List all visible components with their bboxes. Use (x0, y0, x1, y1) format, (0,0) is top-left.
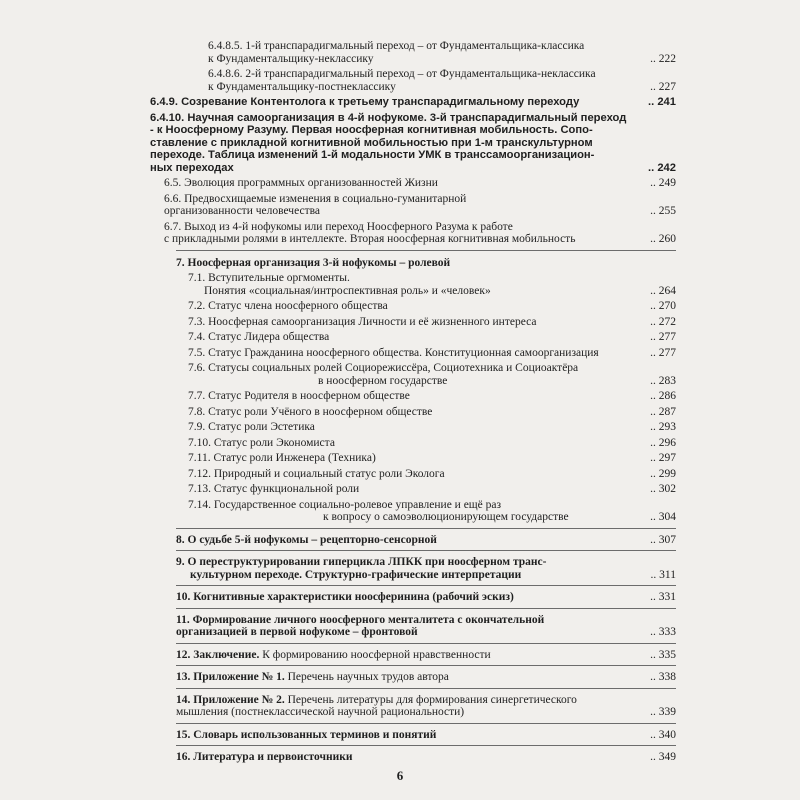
toc-entry-title (188, 347, 646, 360)
chapter-heading (150, 591, 676, 604)
toc-entry-title (188, 362, 646, 387)
chapter-title-text: 8. О судьбе 5-й нофукомы – рецепторно-сенсорной (176, 533, 437, 546)
toc-entry (150, 272, 676, 297)
toc-page-number: .. 249 (650, 177, 676, 189)
toc-page-number: .. 277 (650, 331, 676, 343)
chapter-title-text: 11. Формирование личного ноосферного менталитета с окончательной (176, 613, 545, 626)
toc-page-number: .. 286 (650, 390, 676, 402)
toc-entry-line: 7.2. Статус члена ноосферного общества (188, 300, 388, 312)
toc-page-number: .. 307 (650, 533, 676, 546)
chapter-title (176, 671, 646, 684)
toc-page-number: .. 277 (650, 346, 676, 359)
toc-page-number: .. 333 (650, 626, 676, 638)
toc-entry (150, 437, 676, 450)
toc-entry (150, 483, 676, 496)
toc-entry-line: 7.13. Статус функциональной роли (188, 483, 360, 495)
chapter-title-rest: Перечень литературы для формирования синергетического (284, 693, 577, 706)
toc-entry-line: 7.3. Ноосферная самоорганизация Личности и её жизненного интереса (188, 315, 537, 328)
toc-page-number: .. 339 (650, 706, 676, 718)
toc-entry-title (188, 452, 646, 465)
chapter-title (176, 591, 646, 604)
divider (176, 643, 676, 644)
chapter-title-text: культурном переходе. Структурно-графические интерпретации (190, 568, 522, 581)
toc-entry-title (188, 272, 646, 297)
toc-entry-title (188, 406, 646, 419)
toc-entry-title (188, 316, 646, 329)
divider (176, 528, 676, 529)
toc-entry-title (188, 421, 646, 434)
chapter-title (176, 556, 647, 581)
toc-entry-line: 7.4. Статус Лидера общества (188, 331, 330, 343)
toc-page-number: .. 287 (650, 405, 676, 418)
chapter-title-text: 9. О переструктурировании гиперцикла ЛПКК при ноосферном транс- (176, 556, 547, 568)
toc-entry-title (188, 468, 646, 481)
toc-page-number: .. 227 (650, 80, 676, 93)
chapter-title-text: 15. Словарь использованных терминов и понятий (176, 728, 437, 741)
toc-entry (150, 68, 676, 93)
toc-entry (150, 452, 676, 465)
toc-entry-title (164, 177, 646, 190)
toc-entry (150, 96, 676, 109)
toc-entry-line: 6.5. Эволюция программных организованностей Жизни (164, 177, 438, 189)
toc-page-number: .. 304 (650, 511, 676, 523)
toc-entry-line: - к Ноосферному Разуму. Первая ноосферная когнитивная мобильность. Сопо- (150, 124, 593, 136)
toc-page-number: .. 296 (650, 436, 676, 449)
toc-page-number: .. 293 (650, 421, 676, 433)
toc-entry (150, 193, 676, 218)
toc-entry-title (188, 300, 646, 313)
toc-entry-line: 6.4.8.6. 2-й транспарадигмальный переход – от Фундаментальщика-неклассика (208, 68, 596, 80)
toc-entry-line: 7.5. Статус Гражданина ноосферного общества. Конституционная самоорганизация (188, 346, 599, 359)
toc-page-number: .. 242 (648, 161, 676, 174)
divider (176, 608, 676, 609)
toc-entry-line: 7.7. Статус Родителя в ноосферном обществе (188, 390, 410, 402)
toc-entry-line: 7.11. Статус роли Инженера (Техника) (188, 452, 376, 464)
toc-page-number: .. 283 (650, 374, 676, 387)
chapter-title-text: 14. Приложение № 2. (176, 693, 285, 706)
toc-entry (150, 390, 676, 403)
chapter-heading (150, 729, 676, 742)
chapter-heading (150, 257, 676, 270)
toc-entry-line: 7.8. Статус роли Учёного в ноосферном обществе (188, 405, 433, 418)
chapter-title-text: 16. Литература и первоисточники (176, 751, 353, 763)
toc-page-number: .. 311 (650, 568, 676, 581)
toc-entry (150, 300, 676, 313)
toc-page-number: .. 302 (650, 483, 676, 495)
toc-entry (150, 331, 676, 344)
toc-entry-line: переходе. Таблица изменений 1-й модальности УМК в транссамоорганизацион- (150, 149, 595, 161)
toc-entry-line: 7.9. Статус роли Эстетика (188, 421, 315, 433)
toc-page-number: .. 264 (650, 284, 676, 297)
chapter-title (176, 534, 646, 547)
toc-entry-line: 6.6. Предвосхищаемые изменения в социально-гуманитарной (164, 192, 467, 205)
toc-page-number: .. 270 (650, 300, 676, 312)
toc-entry-line: к Фундаментальщику-постнеклассику (208, 80, 396, 93)
toc-page-number: .. 255 (650, 205, 676, 217)
chapter-heading (150, 556, 676, 581)
divider (176, 585, 676, 586)
chapter-title (176, 614, 646, 639)
toc-page-number: .. 297 (650, 452, 676, 464)
toc-entry (150, 421, 676, 434)
toc-entry-line: ных переходах (150, 161, 234, 174)
toc-page-number: .. 299 (650, 467, 676, 480)
divider (176, 723, 676, 724)
chapter-title-rest: Перечень научных трудов автора (284, 671, 449, 683)
toc-entry-title (208, 40, 646, 65)
chapter-heading (150, 534, 676, 547)
toc-page-number: .. 338 (650, 671, 676, 683)
toc-entry (150, 499, 676, 524)
chapter-heading (150, 614, 676, 639)
toc-entry-title (188, 331, 646, 344)
toc-entry (150, 112, 676, 175)
toc-entry-line: 7.6. Статусы социальных ролей Социорежиссёра, Социотехника и Социоактёра (188, 362, 579, 374)
toc-entry (150, 316, 676, 329)
toc-entry-line: с прикладными ролями в интеллекте. Вторая ноосферная когнитивная мобильность (164, 233, 576, 245)
chapter-heading (150, 694, 676, 719)
page-number: 6 (396, 768, 404, 783)
toc-entry (150, 177, 676, 190)
toc-entry-line: к Фундаментальщику-неклассику (208, 52, 374, 65)
chapter-title (176, 729, 646, 742)
chapter-title (176, 694, 646, 719)
toc-page-number: .. 241 (648, 96, 676, 108)
toc-entry-line: 7.10. Статус роли Экономиста (188, 436, 335, 449)
chapter-title (176, 257, 676, 270)
toc-entry (150, 40, 676, 65)
chapter-title-text: 10. Когнитивные характеристики ноосферинина (рабочий эскиз) (176, 591, 514, 603)
toc-entry-line: Понятия «социальная/интроспективная роль» и «человек» (204, 284, 491, 297)
toc-entry-line: 6.4.9. Созревание Контентолога к третьему транспарадигмальному переходу (150, 96, 580, 108)
divider (176, 250, 676, 251)
toc-entry-title (188, 390, 646, 403)
divider (176, 665, 676, 666)
chapter-title-rest: К формированию ноосферной нравственности (259, 648, 491, 661)
toc-entry-line: 6.7. Выход из 4-й нофукомы или переход Ноосферного Разума к работе (164, 220, 513, 233)
divider (176, 745, 676, 746)
chapter-heading (150, 649, 676, 662)
toc-page-number: .. 340 (650, 728, 676, 741)
toc-page-number: .. 335 (650, 648, 676, 661)
toc-entry-line: 6.4.8.5. 1-й транспарадигмальный переход – от Фундаментальщика-классика (208, 40, 585, 52)
toc-entry-title (150, 112, 644, 175)
chapter-title (176, 751, 646, 764)
toc-entry-line: ставление с прикладной когнитивной мобильностью при 1-м транскультурном (150, 136, 593, 149)
toc-page-number: .. 260 (650, 233, 676, 245)
toc-page-number: .. 349 (650, 751, 676, 763)
chapter-title (176, 649, 646, 662)
toc-entry-title (164, 193, 646, 218)
chapter-title-rest-2: мышления (постнеклассической научной рациональности) (176, 706, 465, 718)
toc-entry-title (188, 437, 646, 450)
chapter-heading (150, 671, 676, 684)
divider (176, 550, 676, 551)
toc-page-number: .. 222 (650, 52, 676, 65)
chapter-title-text: 7. Ноосферная организация 3-й нофукомы – ролевой (176, 256, 451, 269)
divider (176, 688, 676, 689)
toc-entry-title (188, 499, 646, 524)
toc-entry (150, 406, 676, 419)
toc-entry-line: 7.12. Природный и социальный статус роли Эколога (188, 467, 445, 480)
toc-entry (150, 347, 676, 360)
table-of-contents (150, 40, 676, 767)
toc-entry (150, 362, 676, 387)
toc-entry-title (188, 483, 646, 496)
toc-page-number: .. 272 (650, 315, 676, 328)
toc-entry (150, 468, 676, 481)
toc-entry-line: 7.14. Государственное социально-ролевое управление и ещё раз (188, 498, 502, 511)
toc-entry-line: организованности человечества (164, 205, 320, 217)
toc-entry-title (164, 221, 646, 246)
chapter-title-text: организацией в первой нофукоме – фронтовой (176, 626, 418, 638)
toc-entry-title (150, 96, 644, 109)
toc-entry-line: в ноосферном государстве (318, 374, 448, 387)
toc-entry (150, 221, 676, 246)
toc-entry-line: к вопросу о самоэволюционирующем государстве (323, 511, 569, 523)
toc-page-number: .. 331 (650, 591, 676, 603)
toc-entry-line: 7.1. Вступительные оргмоменты. (188, 272, 350, 284)
toc-entry-title (208, 68, 646, 93)
chapter-title-text: 12. Заключение. (176, 648, 260, 661)
chapter-heading (150, 751, 676, 764)
chapter-title-text: 13. Приложение № 1. (176, 671, 285, 683)
toc-entry-line: 6.4.10. Научная самоорганизация в 4-й нофукоме. 3-й транспарадигмальный переход (150, 111, 627, 124)
